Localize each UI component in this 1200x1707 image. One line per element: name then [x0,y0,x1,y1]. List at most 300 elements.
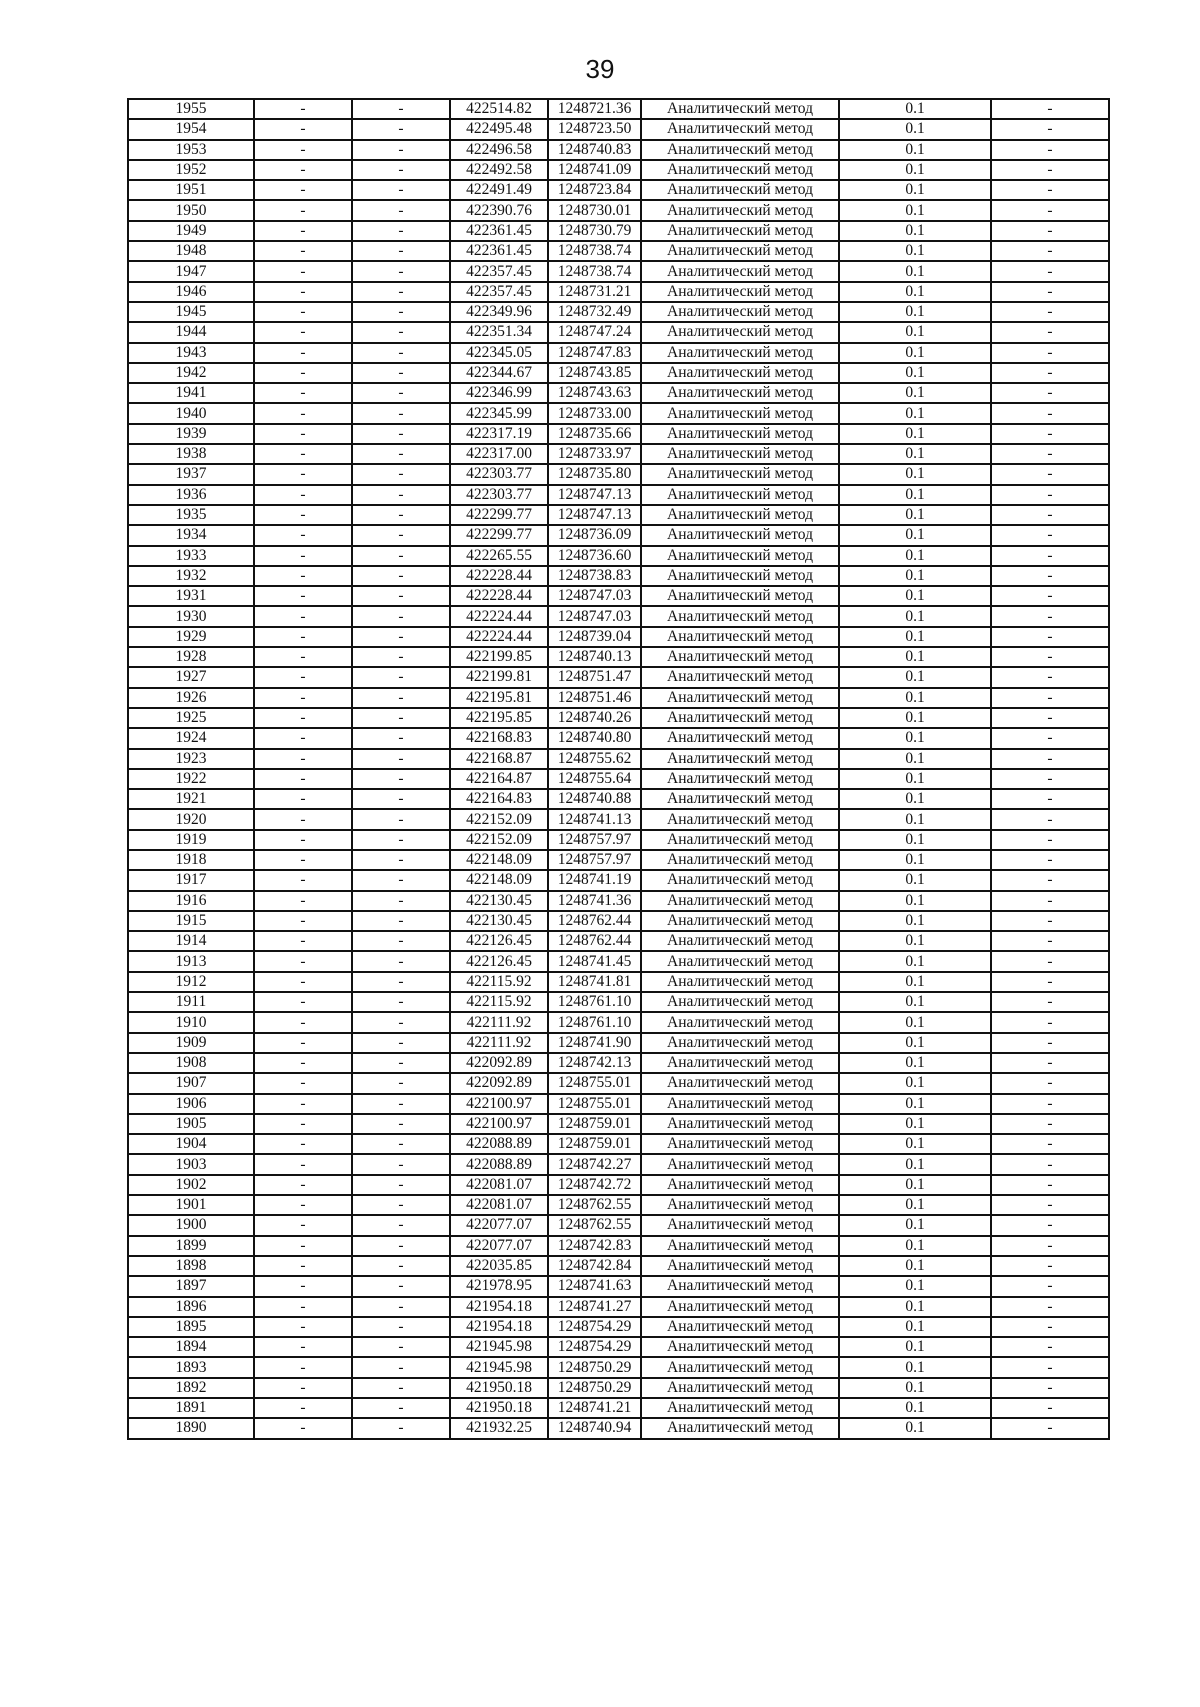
x-coordinate-cell: 422115.92 [450,972,548,992]
point-number-cell: 1936 [128,485,254,505]
dash-cell: - [352,1114,450,1134]
y-coordinate-cell: 1248741.36 [548,891,641,911]
dash-cell: - [254,140,352,160]
point-number-cell: 1930 [128,606,254,626]
accuracy-cell: 0.1 [839,809,991,829]
method-cell: Аналитический метод [641,546,839,566]
table-row [128,99,1109,119]
dash-cell: - [352,424,450,444]
point-number-cell: 1927 [128,667,254,687]
accuracy-cell: 0.1 [839,749,991,769]
method-cell: Аналитический метод [641,1357,839,1377]
dash-cell: - [352,749,450,769]
method-cell: Аналитический метод [641,1053,839,1073]
y-coordinate-cell: 1248740.26 [548,708,641,728]
point-number-cell: 1911 [128,992,254,1012]
table-row [128,667,1109,687]
point-number-cell: 1949 [128,221,254,241]
dash-cell: - [991,1357,1109,1377]
accuracy-cell: 0.1 [839,363,991,383]
x-coordinate-cell: 421945.98 [450,1337,548,1357]
x-coordinate-cell: 422199.81 [450,667,548,687]
x-coordinate-cell: 422126.45 [450,951,548,971]
y-coordinate-cell: 1248747.03 [548,606,641,626]
y-coordinate-cell: 1248762.44 [548,911,641,931]
method-cell: Аналитический метод [641,1297,839,1317]
dash-cell: - [352,789,450,809]
point-number-cell: 1896 [128,1297,254,1317]
point-number-cell: 1909 [128,1033,254,1053]
method-cell: Аналитический метод [641,525,839,545]
dash-cell: - [352,586,450,606]
table-row [128,931,1109,951]
table-row [128,383,1109,403]
dash-cell: - [991,1033,1109,1053]
point-number-cell: 1895 [128,1317,254,1337]
x-coordinate-cell: 422303.77 [450,485,548,505]
y-coordinate-cell: 1248750.29 [548,1378,641,1398]
dash-cell: - [352,363,450,383]
method-cell: Аналитический метод [641,505,839,525]
accuracy-cell: 0.1 [839,728,991,748]
y-coordinate-cell: 1248751.46 [548,688,641,708]
dash-cell: - [352,1154,450,1174]
dash-cell: - [991,221,1109,241]
method-cell: Аналитический метод [641,464,839,484]
table-row [128,241,1109,261]
point-number-cell: 1910 [128,1012,254,1032]
table-row [128,140,1109,160]
accuracy-cell: 0.1 [839,789,991,809]
dash-cell: - [991,444,1109,464]
y-coordinate-cell: 1248730.01 [548,200,641,220]
dash-cell: - [254,891,352,911]
accuracy-cell: 0.1 [839,241,991,261]
dash-cell: - [991,1154,1109,1174]
method-cell: Аналитический метод [641,99,839,119]
dash-cell: - [352,627,450,647]
dash-cell: - [352,403,450,423]
dash-cell: - [352,769,450,789]
dash-cell: - [352,972,450,992]
dash-cell: - [991,749,1109,769]
dash-cell: - [352,1094,450,1114]
accuracy-cell: 0.1 [839,688,991,708]
table-row [128,911,1109,931]
x-coordinate-cell: 422361.45 [450,241,548,261]
point-number-cell: 1905 [128,1114,254,1134]
x-coordinate-cell: 422081.07 [450,1175,548,1195]
method-cell: Аналитический метод [641,424,839,444]
y-coordinate-cell: 1248742.13 [548,1053,641,1073]
x-coordinate-cell: 422317.19 [450,424,548,444]
point-number-cell: 1900 [128,1215,254,1235]
dash-cell: - [352,1033,450,1053]
method-cell: Аналитический метод [641,911,839,931]
dash-cell: - [991,789,1109,809]
dash-cell: - [352,1175,450,1195]
table-row [128,1297,1109,1317]
point-number-cell: 1918 [128,850,254,870]
method-cell: Аналитический метод [641,951,839,971]
y-coordinate-cell: 1248723.84 [548,180,641,200]
y-coordinate-cell: 1248738.83 [548,566,641,586]
y-coordinate-cell: 1248741.19 [548,870,641,890]
dash-cell: - [991,931,1109,951]
accuracy-cell: 0.1 [839,972,991,992]
dash-cell: - [254,1175,352,1195]
dash-cell: - [254,1053,352,1073]
x-coordinate-cell: 422346.99 [450,383,548,403]
y-coordinate-cell: 1248755.01 [548,1073,641,1093]
y-coordinate-cell: 1248761.10 [548,1012,641,1032]
dash-cell: - [254,1337,352,1357]
table-row [128,870,1109,890]
table-row [128,749,1109,769]
dash-cell: - [254,485,352,505]
method-cell: Аналитический метод [641,1175,839,1195]
method-cell: Аналитический метод [641,1276,839,1296]
x-coordinate-cell: 422514.82 [450,99,548,119]
x-coordinate-cell: 422228.44 [450,566,548,586]
dash-cell: - [352,160,450,180]
point-number-cell: 1915 [128,911,254,931]
dash-cell: - [352,1134,450,1154]
y-coordinate-cell: 1248739.04 [548,627,641,647]
accuracy-cell: 0.1 [839,931,991,951]
accuracy-cell: 0.1 [839,1378,991,1398]
accuracy-cell: 0.1 [839,180,991,200]
dash-cell: - [352,1337,450,1357]
y-coordinate-cell: 1248723.50 [548,119,641,139]
dash-cell: - [991,1195,1109,1215]
x-coordinate-cell: 422164.87 [450,769,548,789]
x-coordinate-cell: 422224.44 [450,606,548,626]
dash-cell: - [254,282,352,302]
point-number-cell: 1891 [128,1398,254,1418]
accuracy-cell: 0.1 [839,1398,991,1418]
dash-cell: - [991,1175,1109,1195]
x-coordinate-cell: 421954.18 [450,1317,548,1337]
table-row [128,119,1109,139]
point-number-cell: 1931 [128,586,254,606]
point-number-cell: 1919 [128,830,254,850]
x-coordinate-cell: 421932.25 [450,1418,548,1438]
table-row [128,1398,1109,1418]
table-row [128,789,1109,809]
y-coordinate-cell: 1248742.27 [548,1154,641,1174]
method-cell: Аналитический метод [641,627,839,647]
dash-cell: - [254,302,352,322]
method-cell: Аналитический метод [641,119,839,139]
point-number-cell: 1908 [128,1053,254,1073]
y-coordinate-cell: 1248761.10 [548,992,641,1012]
point-number-cell: 1904 [128,1134,254,1154]
method-cell: Аналитический метод [641,891,839,911]
dash-cell: - [991,1378,1109,1398]
dash-cell: - [991,525,1109,545]
dash-cell: - [352,566,450,586]
point-number-cell: 1893 [128,1357,254,1377]
x-coordinate-cell: 422299.77 [450,505,548,525]
dash-cell: - [254,769,352,789]
dash-cell: - [352,464,450,484]
y-coordinate-cell: 1248759.01 [548,1134,641,1154]
dash-cell: - [254,464,352,484]
accuracy-cell: 0.1 [839,606,991,626]
dash-cell: - [254,363,352,383]
dash-cell: - [352,951,450,971]
point-number-cell: 1953 [128,140,254,160]
dash-cell: - [352,667,450,687]
dash-cell: - [991,383,1109,403]
dash-cell: - [991,464,1109,484]
dash-cell: - [991,140,1109,160]
dash-cell: - [352,891,450,911]
table-row [128,1256,1109,1276]
dash-cell: - [991,1073,1109,1093]
method-cell: Аналитический метод [641,1154,839,1174]
x-coordinate-cell: 422168.83 [450,728,548,748]
x-coordinate-cell: 422491.49 [450,180,548,200]
point-number-cell: 1943 [128,343,254,363]
x-coordinate-cell: 422317.00 [450,444,548,464]
point-number-cell: 1939 [128,424,254,444]
x-coordinate-cell: 422303.77 [450,464,548,484]
point-number-cell: 1954 [128,119,254,139]
dash-cell: - [352,1357,450,1377]
point-number-cell: 1907 [128,1073,254,1093]
table-row [128,1195,1109,1215]
accuracy-cell: 0.1 [839,485,991,505]
accuracy-cell: 0.1 [839,383,991,403]
dash-cell: - [254,200,352,220]
dash-cell: - [352,809,450,829]
accuracy-cell: 0.1 [839,546,991,566]
dash-cell: - [352,302,450,322]
dash-cell: - [991,972,1109,992]
table-row [128,403,1109,423]
accuracy-cell: 0.1 [839,1256,991,1276]
accuracy-cell: 0.1 [839,282,991,302]
method-cell: Аналитический метод [641,1398,839,1418]
x-coordinate-cell: 421950.18 [450,1378,548,1398]
point-number-cell: 1921 [128,789,254,809]
dash-cell: - [254,1357,352,1377]
table-row [128,1175,1109,1195]
method-cell: Аналитический метод [641,647,839,667]
dash-cell: - [991,322,1109,342]
x-coordinate-cell: 422126.45 [450,931,548,951]
point-number-cell: 1947 [128,261,254,281]
y-coordinate-cell: 1248738.74 [548,241,641,261]
dash-cell: - [991,302,1109,322]
table-row [128,1378,1109,1398]
dash-cell: - [991,1236,1109,1256]
dash-cell: - [991,870,1109,890]
point-number-cell: 1950 [128,200,254,220]
method-cell: Аналитический метод [641,485,839,505]
table-row [128,1337,1109,1357]
dash-cell: - [254,911,352,931]
table-row [128,200,1109,220]
x-coordinate-cell: 422081.07 [450,1195,548,1215]
y-coordinate-cell: 1248738.74 [548,261,641,281]
dash-cell: - [352,180,450,200]
table-row [128,424,1109,444]
dash-cell: - [991,809,1109,829]
accuracy-cell: 0.1 [839,1094,991,1114]
method-cell: Аналитический метод [641,1094,839,1114]
x-coordinate-cell: 422088.89 [450,1154,548,1174]
table-row [128,444,1109,464]
dash-cell: - [352,1073,450,1093]
x-coordinate-cell: 422228.44 [450,586,548,606]
y-coordinate-cell: 1248747.03 [548,586,641,606]
dash-cell: - [254,343,352,363]
point-number-cell: 1916 [128,891,254,911]
table-row [128,850,1109,870]
x-coordinate-cell: 422345.99 [450,403,548,423]
x-coordinate-cell: 422496.58 [450,140,548,160]
accuracy-cell: 0.1 [839,261,991,281]
point-number-cell: 1906 [128,1094,254,1114]
point-number-cell: 1941 [128,383,254,403]
table-row [128,1033,1109,1053]
dash-cell: - [991,424,1109,444]
dash-cell: - [991,200,1109,220]
accuracy-cell: 0.1 [839,708,991,728]
dash-cell: - [352,383,450,403]
y-coordinate-cell: 1248736.09 [548,525,641,545]
dash-cell: - [254,749,352,769]
point-number-cell: 1920 [128,809,254,829]
y-coordinate-cell: 1248740.94 [548,1418,641,1438]
table-row [128,282,1109,302]
table-row [128,160,1109,180]
dash-cell: - [991,566,1109,586]
accuracy-cell: 0.1 [839,951,991,971]
method-cell: Аналитический метод [641,728,839,748]
y-coordinate-cell: 1248754.29 [548,1337,641,1357]
dash-cell: - [991,951,1109,971]
dash-cell: - [991,180,1109,200]
dash-cell: - [254,241,352,261]
dash-cell: - [352,1418,450,1438]
accuracy-cell: 0.1 [839,1337,991,1357]
point-number-cell: 1912 [128,972,254,992]
table-row [128,1317,1109,1337]
x-coordinate-cell: 422115.92 [450,992,548,1012]
point-number-cell: 1901 [128,1195,254,1215]
x-coordinate-cell: 422199.85 [450,647,548,667]
dash-cell: - [254,606,352,626]
dash-cell: - [254,546,352,566]
method-cell: Аналитический метод [641,221,839,241]
table-row [128,363,1109,383]
point-number-cell: 1926 [128,688,254,708]
accuracy-cell: 0.1 [839,647,991,667]
x-coordinate-cell: 422361.45 [450,221,548,241]
dash-cell: - [254,688,352,708]
y-coordinate-cell: 1248731.21 [548,282,641,302]
dash-cell: - [254,850,352,870]
point-number-cell: 1933 [128,546,254,566]
accuracy-cell: 0.1 [839,911,991,931]
accuracy-cell: 0.1 [839,322,991,342]
dash-cell: - [991,261,1109,281]
y-coordinate-cell: 1248742.83 [548,1236,641,1256]
dash-cell: - [254,525,352,545]
x-coordinate-cell: 421950.18 [450,1398,548,1418]
y-coordinate-cell: 1248740.80 [548,728,641,748]
dash-cell: - [991,1337,1109,1357]
dash-cell: - [352,1215,450,1235]
y-coordinate-cell: 1248742.72 [548,1175,641,1195]
y-coordinate-cell: 1248741.90 [548,1033,641,1053]
dash-cell: - [352,200,450,220]
dash-cell: - [352,708,450,728]
accuracy-cell: 0.1 [839,1114,991,1134]
method-cell: Аналитический метод [641,1256,839,1276]
y-coordinate-cell: 1248742.84 [548,1256,641,1276]
point-number-cell: 1945 [128,302,254,322]
dash-cell: - [991,627,1109,647]
accuracy-cell: 0.1 [839,627,991,647]
table-row [128,1012,1109,1032]
x-coordinate-cell: 422092.89 [450,1073,548,1093]
point-number-cell: 1935 [128,505,254,525]
dash-cell: - [991,850,1109,870]
accuracy-cell: 0.1 [839,1195,991,1215]
method-cell: Аналитический метод [641,992,839,1012]
dash-cell: - [254,566,352,586]
dash-cell: - [352,1012,450,1032]
y-coordinate-cell: 1248732.49 [548,302,641,322]
dash-cell: - [254,1134,352,1154]
method-cell: Аналитический метод [641,850,839,870]
dash-cell: - [352,1378,450,1398]
point-number-cell: 1944 [128,322,254,342]
method-cell: Аналитический метод [641,830,839,850]
method-cell: Аналитический метод [641,302,839,322]
dash-cell: - [352,525,450,545]
dash-cell: - [254,180,352,200]
dash-cell: - [352,911,450,931]
dash-cell: - [352,688,450,708]
y-coordinate-cell: 1248754.29 [548,1317,641,1337]
y-coordinate-cell: 1248740.13 [548,647,641,667]
dash-cell: - [991,1134,1109,1154]
dash-cell: - [991,992,1109,1012]
table-body [128,99,1109,1439]
dash-cell: - [254,99,352,119]
table-row [128,180,1109,200]
dash-cell: - [254,1418,352,1438]
table-row [128,972,1109,992]
method-cell: Аналитический метод [641,1337,839,1357]
x-coordinate-cell: 422164.83 [450,789,548,809]
accuracy-cell: 0.1 [839,1418,991,1438]
table-row [128,708,1109,728]
point-number-cell: 1938 [128,444,254,464]
y-coordinate-cell: 1248751.47 [548,667,641,687]
method-cell: Аналитический метод [641,383,839,403]
dash-cell: - [352,606,450,626]
dash-cell: - [352,241,450,261]
method-cell: Аналитический метод [641,140,839,160]
method-cell: Аналитический метод [641,160,839,180]
